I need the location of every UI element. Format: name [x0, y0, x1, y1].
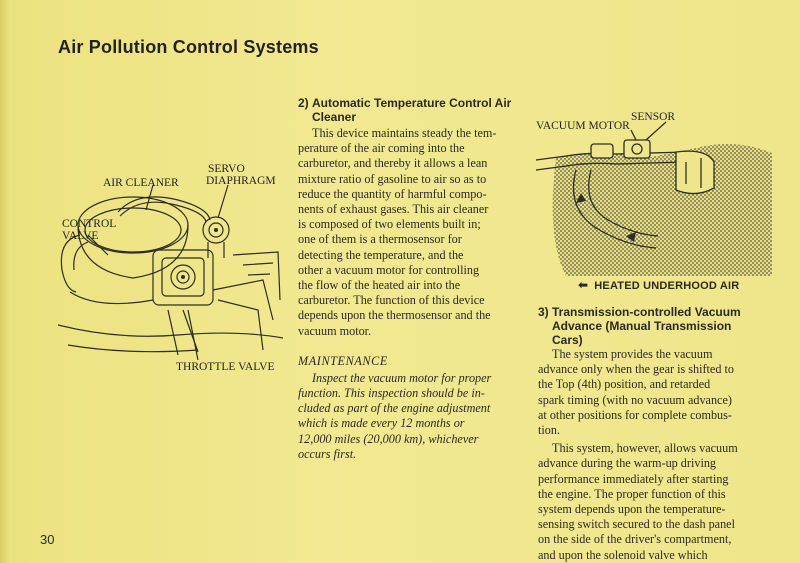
section-3-line: tion.	[538, 423, 561, 438]
section-3-line: and upon the solenoid valve which	[538, 547, 708, 562]
section-2-line: other a vacuum motor for controlling	[298, 262, 480, 277]
heated-underhood-air-caption	[578, 278, 739, 292]
label-sensor: SENSOR	[631, 111, 676, 123]
section-2-line: the flow of the heated air into the	[298, 278, 461, 293]
section-2-line: carburetor, and thereby it allows a lean	[298, 156, 488, 171]
maintenance-line: which is made every 12 months or	[298, 416, 465, 431]
section-3-line: This system, however, allows vacuum	[552, 441, 738, 456]
section-2-line: nents of exhaust gases. This air cleaner	[298, 202, 489, 217]
maintenance-line: function. This inspection should be in-	[298, 386, 485, 401]
label-vacuum-motor: VACUUM MOTOR	[536, 120, 630, 132]
section-3-line: the Top (4th) position, and retarded	[538, 377, 711, 392]
section-3-line: at other positions for complete combus-	[538, 407, 732, 422]
maintenance-line: cluded as part of the engine adjustment	[298, 401, 491, 416]
maintenance-line: occurs first.	[298, 446, 357, 461]
page-number: 30	[40, 532, 55, 547]
section-3-line: advance only when the gear is shifted to	[538, 362, 734, 377]
section-2-line: one of them is a thermosensor for	[298, 232, 462, 247]
section-2-line: vacuum motor.	[298, 323, 372, 338]
maintenance-line: 12,000 miles (20,000 km), whichever	[298, 431, 479, 446]
page-gutter-shadow	[0, 0, 10, 563]
heated-underhood-air-label: HEATED UNDERHOOD AIR	[594, 280, 740, 292]
label-air-cleaner: AIR CLEANER	[103, 177, 179, 189]
section-3-heading: 3) Transmission-controlled Vacuum Advance (Manual Transmission Cars)	[538, 305, 741, 347]
vacuum-motor-sensor-illustration	[536, 118, 772, 276]
section-3-paragraph-1	[538, 347, 756, 438]
section-2-line: mixture ratio of gasoline to air so as to	[298, 171, 487, 186]
section-2-body	[298, 126, 516, 339]
section-3-column	[538, 305, 756, 563]
section-3-line: performance immediately after starting	[538, 471, 729, 486]
section-3-line: sensing switch secured to the dash panel	[538, 517, 735, 532]
section-3-line: The system provides the vacuum	[552, 347, 713, 361]
section-2-line: This device maintains steady the tem-	[312, 126, 497, 140]
section-2-line: reduce the quantity of harmful compo-	[298, 186, 487, 201]
section-2-line: perature of the air coming into the	[298, 141, 465, 156]
section-2-heading: 2) Automatic Temperature Control Air Cleaner	[298, 96, 512, 124]
label-throttle-valve: THROTTLE VALVE	[176, 361, 275, 373]
section-2-line: is composed of two elements built in;	[298, 217, 481, 232]
section-2-line: detecting the temperature, and the	[298, 247, 464, 262]
label-control-valve: CONTROL VALVE	[62, 218, 117, 242]
section-2-line: depends upon the thermosensor and the	[298, 308, 491, 323]
section-3-line: spark timing (with no vacuum advance)	[538, 392, 732, 407]
page-title: Air Pollution Control Systems	[58, 37, 319, 57]
label-servo-diaphragm: SERVO DIAPHRAGM	[206, 163, 276, 187]
section-3-line: the engine. The proper function of this	[538, 486, 726, 501]
section-2-column	[298, 96, 516, 462]
section-2-line: carburetor. The function of this device	[298, 293, 485, 308]
section-3-line: advance during the warm-up driving	[538, 456, 717, 471]
maintenance-line: Inspect the vacuum motor for proper	[312, 370, 492, 385]
section-3-line: on the side of the driver's compartment,	[538, 532, 732, 547]
engine-air-cleaner-illustration	[58, 160, 283, 370]
maintenance-heading: MAINTENANCE	[298, 353, 388, 368]
section-3-paragraph-2	[538, 441, 756, 563]
section-3-line: system depends upon the temperature-	[538, 502, 726, 517]
left-arrow-icon: ⬅	[578, 278, 589, 292]
maintenance-block	[298, 354, 516, 462]
